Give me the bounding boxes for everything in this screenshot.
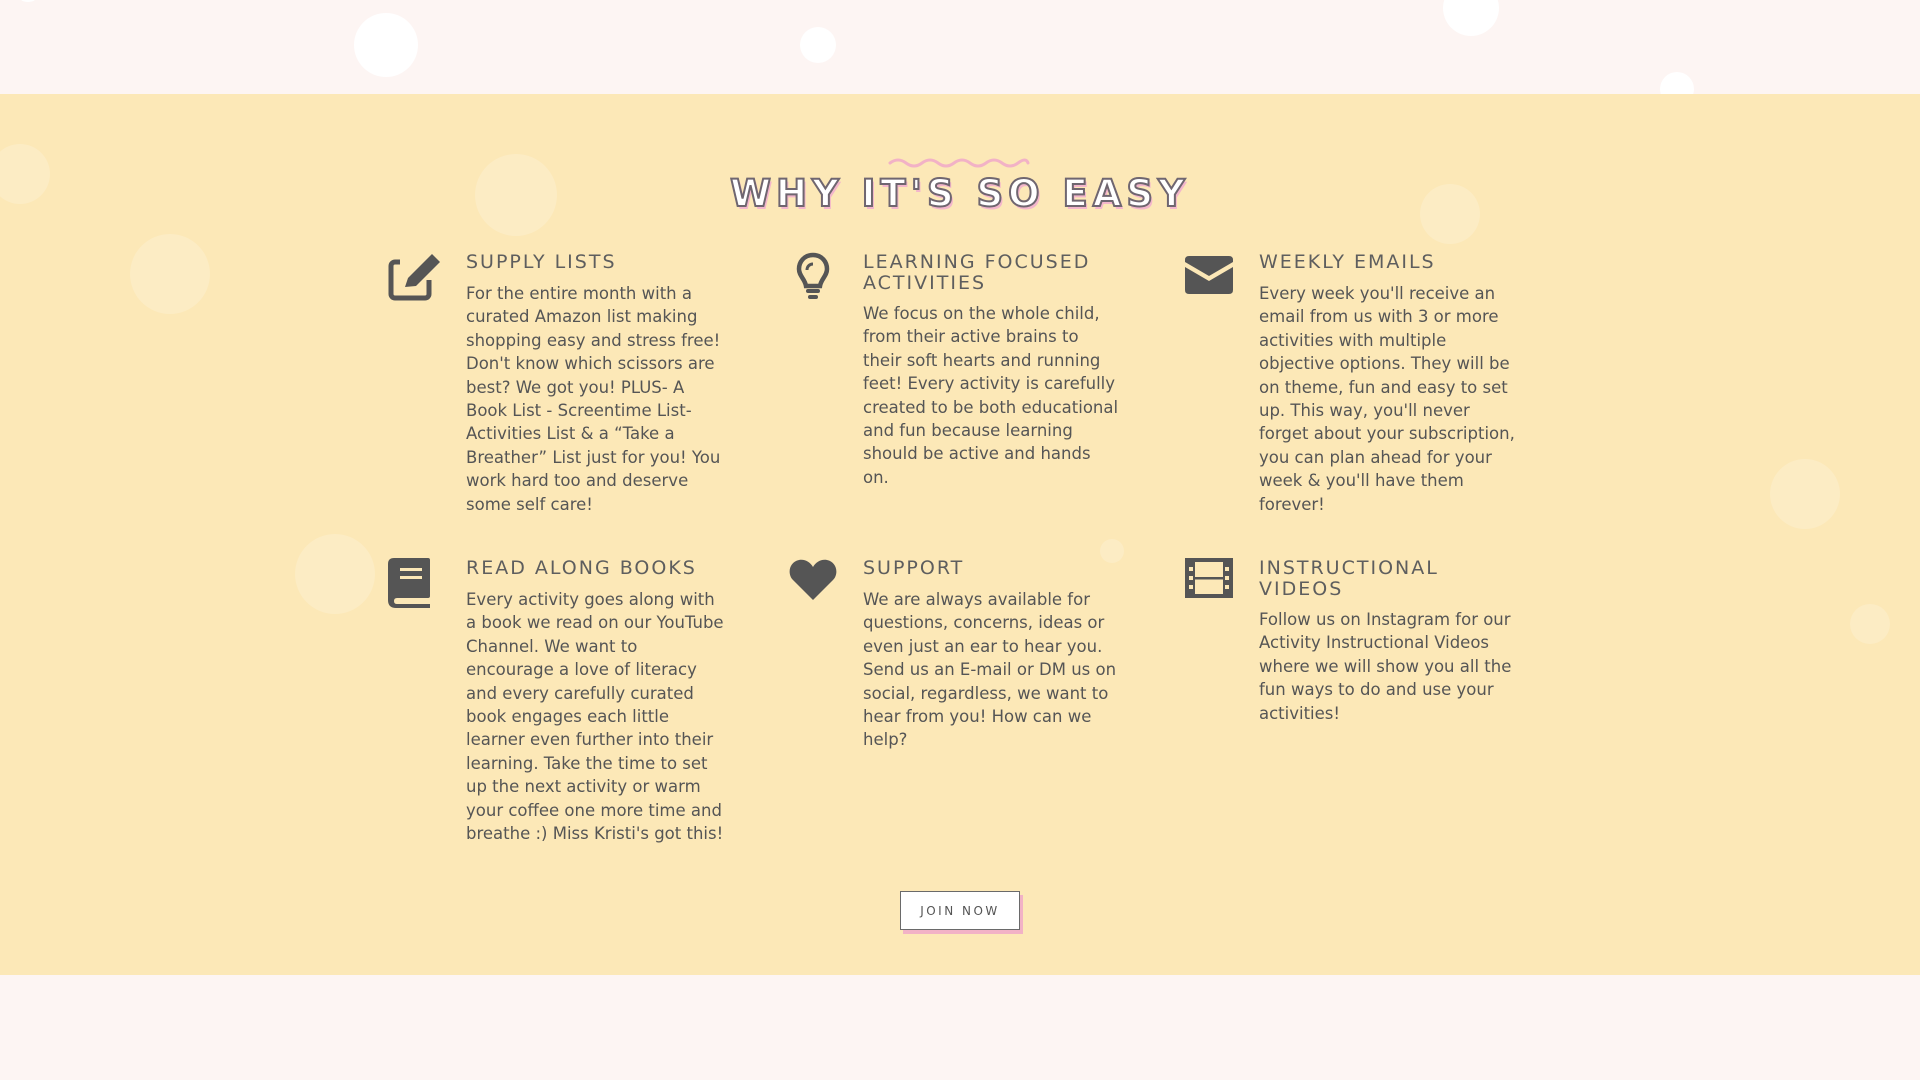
feature-title: SUPPORT	[863, 557, 965, 579]
feature-title: INSTRUCTIONAL VIDEOS	[1259, 557, 1439, 600]
decor-dot	[130, 234, 210, 314]
decor-dot	[1443, 0, 1499, 36]
features-section	[0, 94, 1920, 975]
feature-supply-lists	[388, 251, 721, 522]
squiggle-decoration	[888, 156, 1030, 170]
feature-read-along-books	[388, 557, 724, 878]
feature-weekly-emails	[1181, 251, 1515, 522]
decor-dot	[295, 534, 375, 614]
decor-dot	[800, 27, 836, 63]
feature-text: Every activity goes along with a book we read on our YouTube Channel. We want to encourage a love of literacy and every carefully curated book engages each little learner even further into their learning. Take the time to set up the next activity or warm your coffee one more time and breathe :) Miss Kristi's got this!	[466, 590, 724, 844]
feature-text: For the entire month with a curated Amazon list making shopping easy and stress free! Don't know which scissors are best? We got you! PLUS- A Book List - Screentime List- Activities List & a “Take a Breather” List just for you! You work hard too and deserve some self care!	[466, 284, 721, 514]
decor-dot	[1850, 604, 1890, 644]
book-icon	[388, 558, 444, 614]
feature-title: READ ALONG BOOKS	[466, 557, 697, 579]
feature-title: LEARNING FOCUSED ACTIVITIES	[863, 251, 1091, 294]
top-band	[0, 0, 1920, 94]
feature-text: Every week you'll receive an email from us with 3 or more activities with multiple objective options. They will be on theme, fun and easy to set up. This way, you'll never forget about your subscription, you can plan ahead for your week & you'll have them forever!	[1259, 284, 1515, 514]
feature-instructional-videos	[1181, 558, 1511, 738]
decor-dot	[1660, 72, 1694, 94]
join-now-button[interactable]: JOIN NOW	[900, 891, 1020, 930]
edit-icon	[388, 252, 444, 308]
decor-dot	[18, 0, 38, 2]
decor-dot	[354, 13, 418, 77]
feature-title: SUPPLY LISTS	[466, 251, 617, 273]
feature-text: We focus on the whole child, from their active brains to their soft hearts and running feet! Every activity is carefully created to be both educational and fun because learning should be active and hands on.	[863, 304, 1119, 487]
feature-support	[785, 558, 1115, 758]
heart-icon	[785, 558, 841, 614]
envelope-icon	[1181, 252, 1237, 308]
decor-dot	[1770, 459, 1840, 529]
bottom-band	[0, 975, 1920, 1080]
feature-text: We are always available for questions, concerns, ideas or even just an ear to hear you. Send us an E-mail or DM us on social, regardless, we want to hear from you! How can we help?	[863, 590, 1117, 750]
feature-learning-activities	[785, 251, 1119, 492]
feature-text: Follow us on Instagram for our Activity Instructional Videos where we will show you all the fun ways to do and use your activities!	[1259, 610, 1512, 723]
lightbulb-icon	[785, 252, 841, 308]
film-icon	[1181, 558, 1237, 614]
feature-title: WEEKLY EMAILS	[1259, 251, 1436, 273]
section-heading: WHY IT'S SO EASY	[730, 172, 1190, 215]
